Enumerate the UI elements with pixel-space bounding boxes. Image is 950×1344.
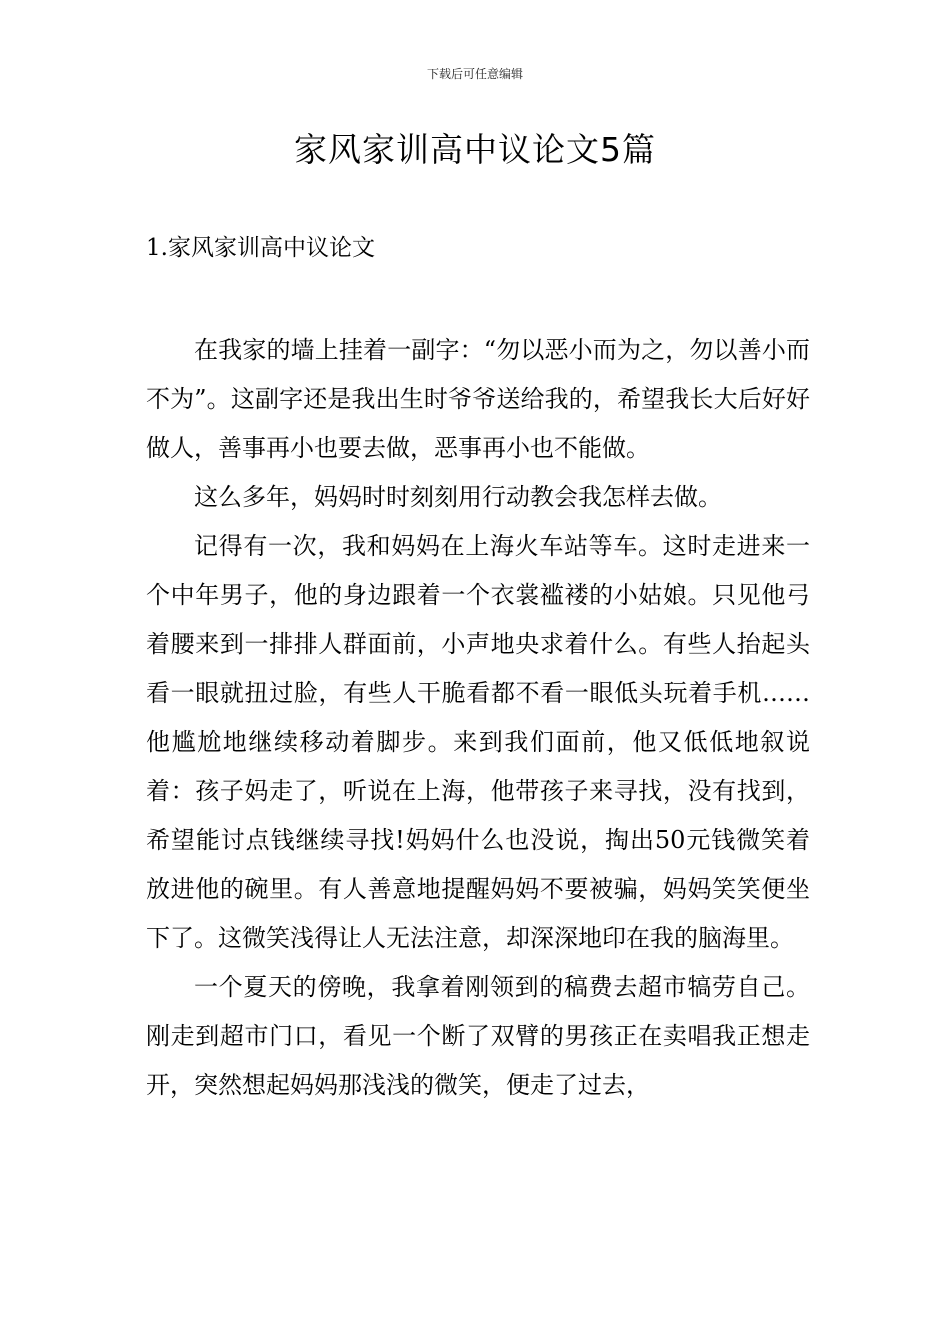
document-title: 家风家训高中议论文5篇: [294, 130, 656, 169]
paragraph-3: 记得有一次，我和妈妈在上海火车站等车。这时走进来一个中年男子，他的身边跟着一个衣裳褴褛的小姑娘。只见他弓着腰来到一排排人群面前，小声地央求着什么。有些人抬起头看一眼就扭过脸，有些人干脆看都不看一眼低头玩着手机……他尴尬地继续移动着脚步。来到我们面前，他又低低地叙说着：孩子妈走了，听说在上海，他带孩子来寻找，没有找到，希望能讨点钱继续寻找!妈妈什么也没说，掏出50元钱微笑着放进他的碗里。有人善意地提醒妈妈不要被骗，妈妈笑笑便坐下了。这微笑浅得让人无法注意，却深深地印在我的脑海里。: [146, 532, 810, 952]
paragraph-1: 在我家的墙上挂着一副字：“勿以恶小而为之，勿以善小而不为”。这副字还是我出生时爷爷送给我的，希望我长大后好好做人，善事再小也要去做，恶事再小也不能做。: [146, 336, 810, 462]
header-note: 下载后可任意编辑: [426, 67, 523, 81]
section-heading: 1.家风家训高中议论文: [146, 235, 375, 261]
paragraph-2: 这么多年，妈妈时时刻刻用行动教会我怎样去做。: [194, 483, 722, 511]
body-text: [146, 326, 810, 1110]
paragraph-4: 一个夏天的傍晚，我拿着刚领到的稿费去超市犒劳自己。刚走到超市门口，看见一个断了双臂的男孩正在卖唱我正想走开，突然想起妈妈那浅浅的微笑，便走了过去，: [146, 973, 810, 1099]
